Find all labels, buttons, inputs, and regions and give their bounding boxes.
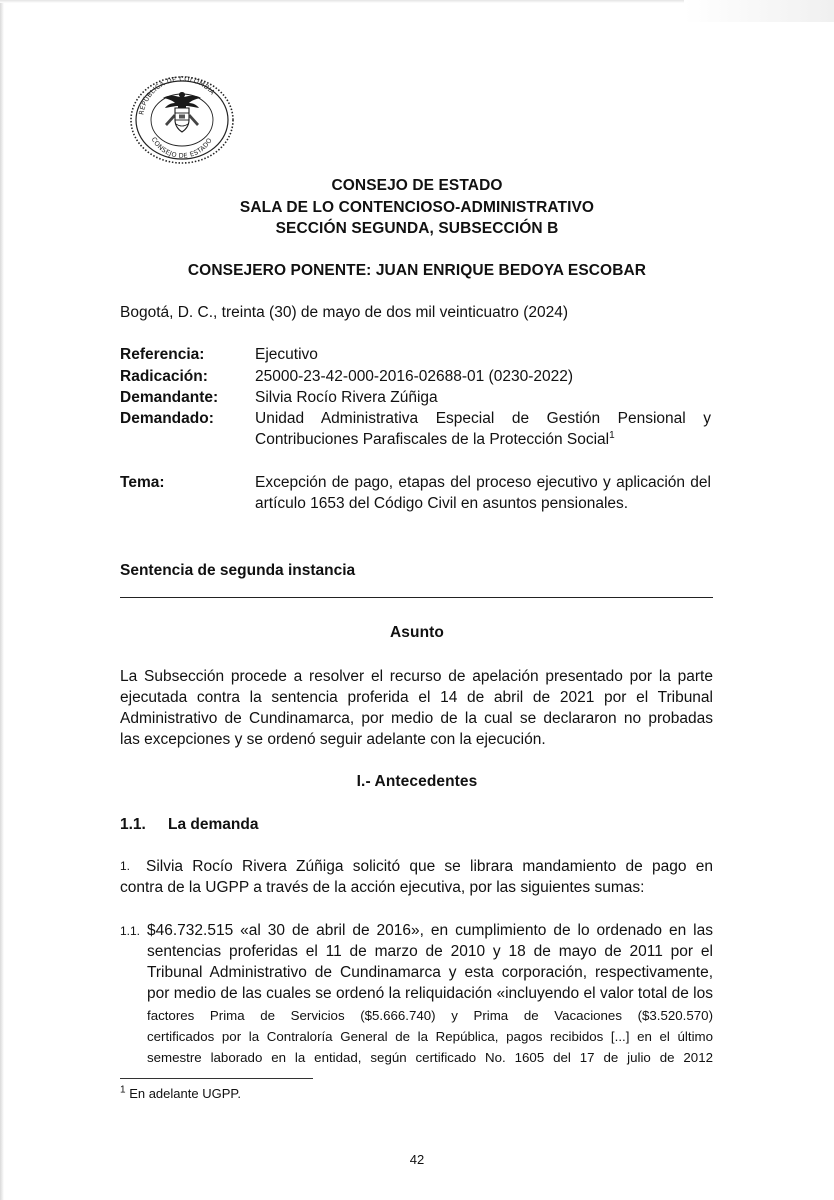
item-marker: 1.1. [120,924,141,938]
paragraph-marker: 1. [120,859,131,873]
item-line4: por medio de las cuales se ordenó la reliquidación «incluyendo el valor total de los [147,985,713,1002]
paragraph1-line2: contra de la UGPP a través de la acción ejecutiva, por las siguientes sumas: [120,879,645,896]
antecedentes-heading: I.- Antecedentes [356,773,478,790]
svg-text:REPÚBLICA DE COLOMBIA: REPÚBLICA DE COLOMBIA [137,74,217,116]
asunto-heading: Asunto [390,624,444,641]
ponente-title: CONSEJERO PONENTE: JUAN ENRIQUE BEDOYA ESCOBAR [187,262,647,279]
svg-text:CONSEJO DE ESTADO: CONSEJO DE ESTADO [149,135,214,160]
tema-value-line2: artículo 1653 del Código Civil en asuntos pensionales. [255,495,629,512]
section-title: SECCIÓN SEGUNDA, SUBSECCIÓN B [275,220,559,237]
footnote-text: En adelante UGPP. [129,1086,241,1101]
sentencia-heading: Sentencia de segunda instancia [120,562,356,579]
demandado-value-line1: Unidad Administrativa Especial de Gestión Pensional y [255,410,711,427]
paragraph1-line1: Silvia Rocío Rivera Zúñiga solicitó que se librara mandamiento de pago en [146,858,713,875]
radicacion-value: 25000-23-42-000-2016-02688-01 (0230-2022) [255,368,573,385]
radicacion-label: Radicación: [120,368,208,385]
footnote-separator [120,1078,313,1079]
subsection-number: 1.1. [120,816,146,833]
item-line3: Tribunal Administrativo de Cundinamarca y esta corporación, respectivamente, [147,964,713,981]
item-line5: factores Prima de Servicios ($5.666.740) y Prima de Vacaciones ($3.520.570) [147,1008,713,1023]
institution-title: CONSEJO DE ESTADO [331,177,503,194]
footnote-marker: 1 [120,1084,126,1096]
date-line: Bogotá, D. C., treinta (30) de mayo de dos mil veinticuatro (2024) [120,304,568,321]
tema-value-line1: Excepción de pago, etapas del proceso ejecutivo y aplicación del [255,474,711,491]
asunto-line2: ejecutada contra la sentencia proferida el 14 de abril de 2021 por el Tribunal [120,689,713,706]
page-number: 42 [409,1152,425,1167]
demandante-value: Silvia Rocío Rivera Zúñiga [255,389,438,406]
item-line2: sentencias proferidas el 11 de marzo de 2010 y 18 de mayo de 2011 por el [147,943,713,960]
item-line7: semestre laborado en la entidad, según certificado No. 1605 del 17 de julio de 2012 [147,1050,713,1065]
footnote-reference[interactable]: 1 [609,429,615,441]
subsection-title: La demanda [168,816,259,833]
asunto-line1: La Subsección procede a resolver el recurso de apelación presentado por la parte [120,668,713,685]
referencia-value: Ejecutivo [255,346,318,363]
heading-underline-rule [120,597,713,598]
demandado-label: Demandado: [120,410,214,427]
consejo-de-estado-seal [127,74,237,164]
tema-label: Tema: [120,474,165,491]
footnote [120,1086,241,1101]
demandante-label: Demandante: [120,389,219,406]
item-line1: $46.732.515 «al 30 de abril de 2016», en cumplimiento de lo ordenado en las [147,922,713,939]
asunto-line4: las excepciones y se ordenó seguir adelante con la ejecución. [120,731,546,748]
referencia-label: Referencia: [120,346,205,363]
demandado-value-line2: Contribuciones Parafiscales de la Protección Social$^1$ [255,429,615,448]
chamber-title: SALA DE LO CONTENCIOSO-ADMINISTRATIVO [239,199,595,216]
page-corner-shadow [684,0,834,22]
item-line6: certificados por la Contraloría General de la República, pagos recibidos [...] en el último [147,1029,713,1044]
asunto-line3: Administrativo de Cundinamarca, por medio de la cual se declararon no probadas [120,710,713,727]
